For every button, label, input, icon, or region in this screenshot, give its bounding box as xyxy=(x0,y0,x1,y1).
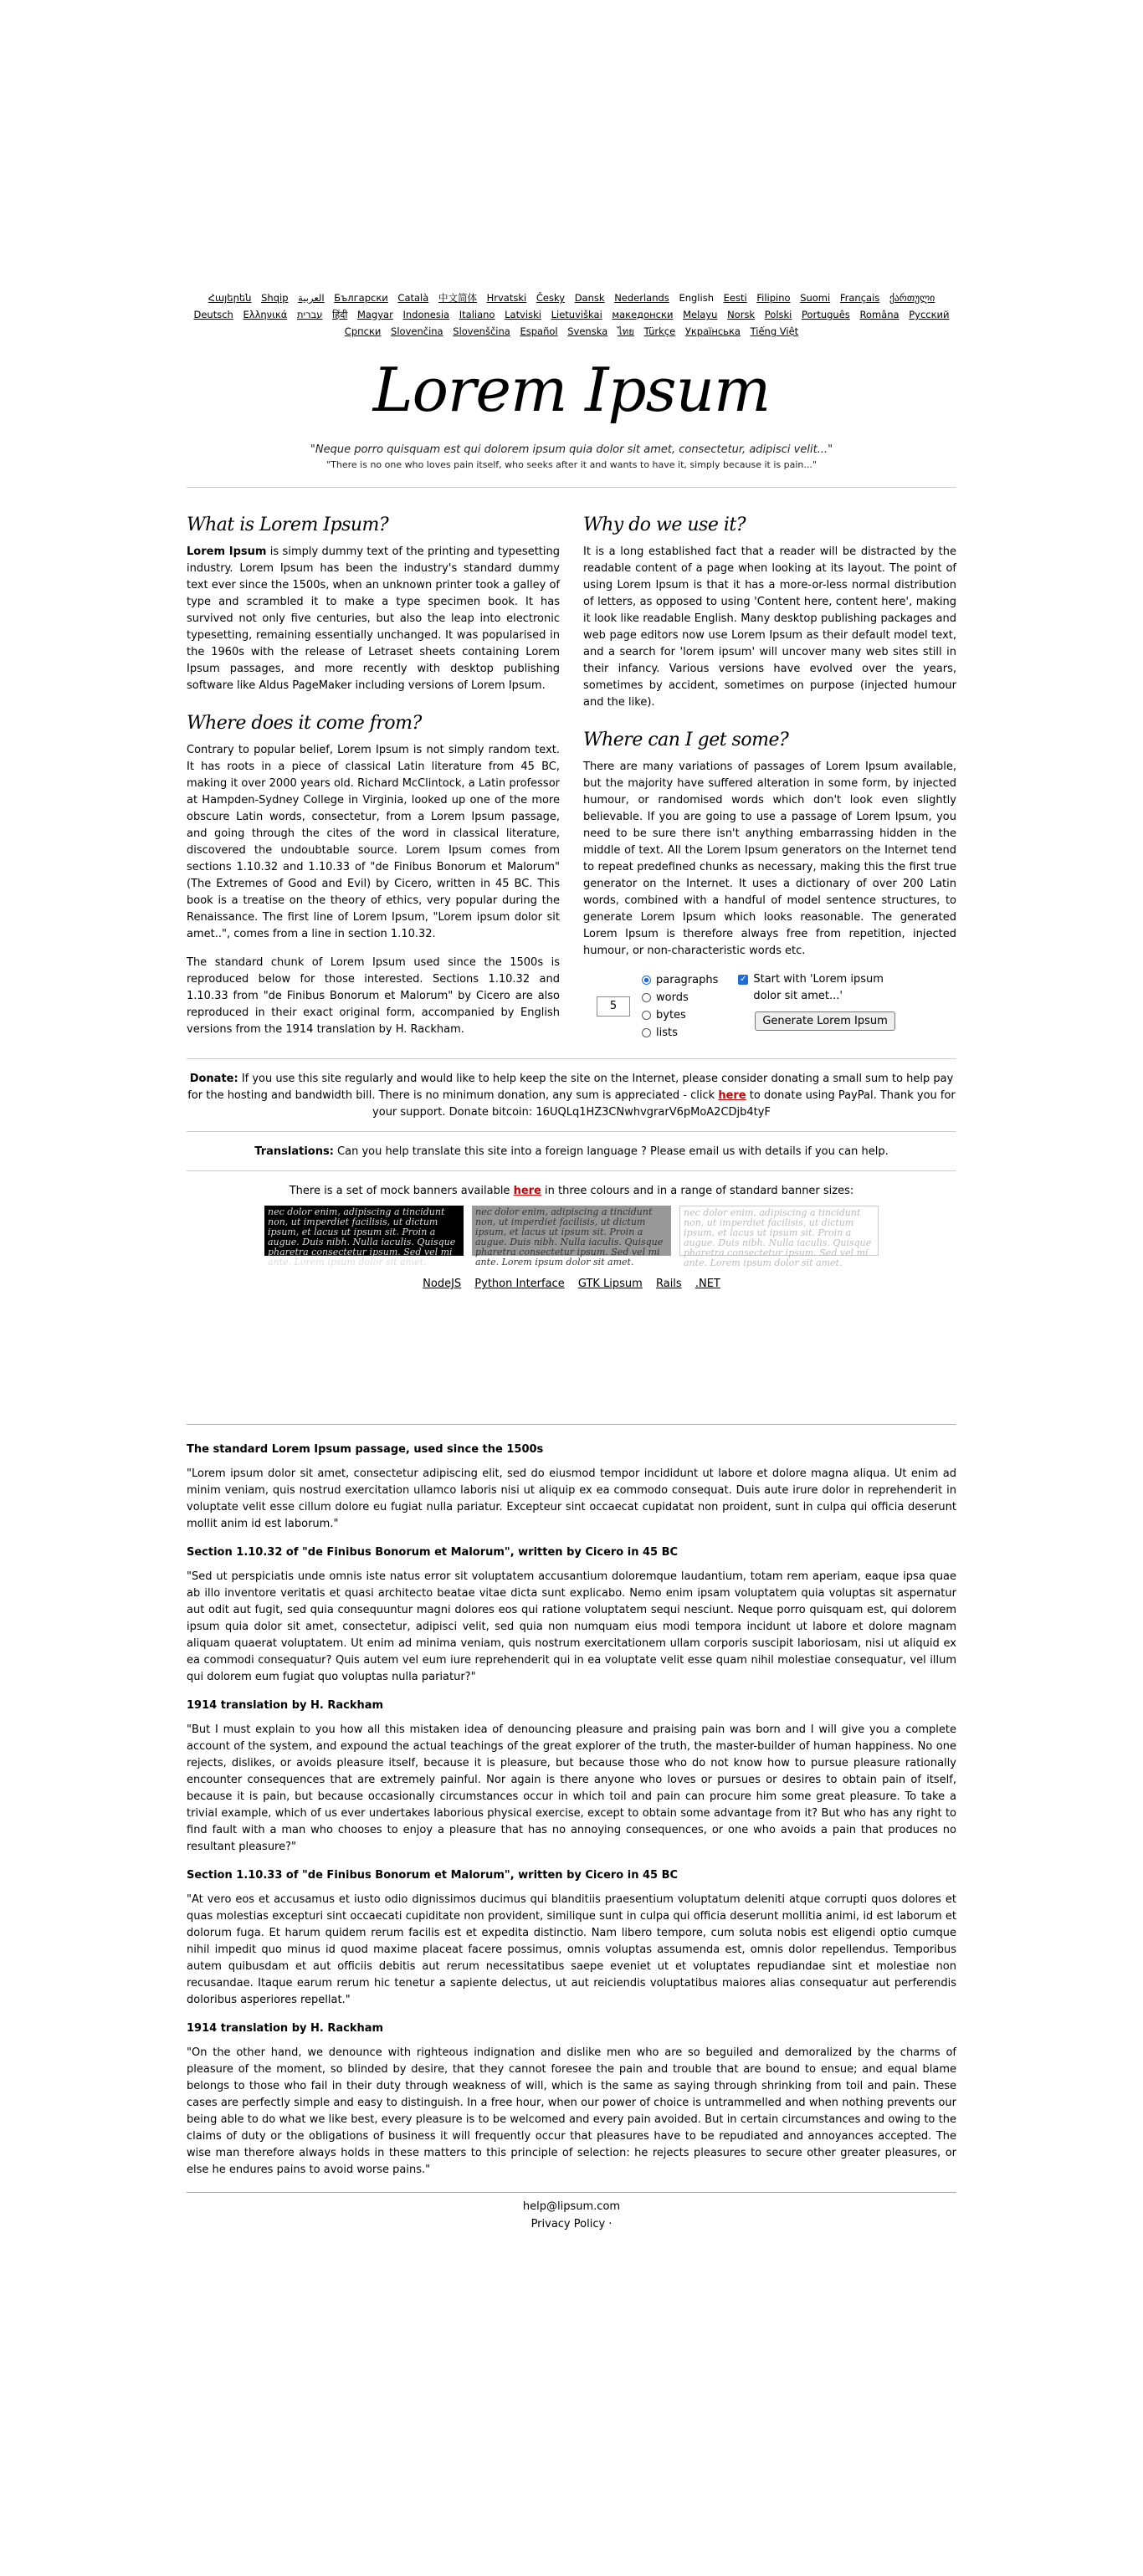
passage-heading: Section 1.10.32 of "de Finibus Bonorum et Malorum", written by Cicero in 45 BC xyxy=(187,1546,679,1559)
language-link[interactable]: Türkçe xyxy=(643,325,676,337)
link-gtk[interactable]: GTK Lipsum xyxy=(577,1278,643,1290)
language-link[interactable]: Polski xyxy=(764,309,792,320)
language-link[interactable]: العربية xyxy=(298,292,325,304)
language-link[interactable]: ไทย xyxy=(617,325,634,337)
passage-heading: 1914 translation by H. Rackham xyxy=(187,1699,384,1712)
radio-label: paragraphs xyxy=(656,974,719,986)
language-bar xyxy=(187,0,956,340)
language-link[interactable]: Português xyxy=(802,309,850,320)
language-link[interactable]: Ελληνικά xyxy=(243,309,288,320)
language-link[interactable]: ქართული xyxy=(889,292,935,304)
language-link[interactable]: Українська xyxy=(684,325,741,337)
language-link[interactable]: Româna xyxy=(859,309,900,320)
where-from-heading: Where does it come from? xyxy=(187,713,422,734)
passage-text: "Lorem ipsum dolor sit amet, consectetur adipiscing elit, sed do eiusmod tempor incididunt ut labore et dolore magna aliqua. Ut enim ad minim veniam, quis nostrud exercitation ullamco laboris nisi ut aliquip ex ea commodo consequat. Duis aute irure dolor in reprehenderit in voluptate velit esse cillum dolore eu fugiat nulla pariatur. Excepteur sint occaecat cupidatat non proident, sunt in culpa qui officia deserunt mollit anim id est laborum." xyxy=(187,1467,956,1530)
radio-icon xyxy=(642,993,651,1002)
language-link[interactable]: Dansk xyxy=(574,292,605,304)
passage-heading: The standard Lorem Ipsum passage, used since the 1500s xyxy=(187,1443,544,1456)
donate-link[interactable]: here xyxy=(718,1089,746,1102)
start-with-checkbox[interactable] xyxy=(738,971,897,1005)
language-link[interactable]: Tiếng Việt xyxy=(750,325,799,337)
banners-text: There is a set of mock banners available xyxy=(289,1185,514,1197)
banner-samples xyxy=(187,1206,956,1268)
language-link[interactable]: English xyxy=(679,292,714,304)
language-link[interactable]: Slovenščina xyxy=(453,325,510,337)
divider xyxy=(187,1170,956,1171)
banner-black[interactable]: nec dolor enim, adipiscing a tincidunt non, ut imperdiet facilisis, ut dictum ipsum, et lacus ut ipsum sit. Proin a augue. Duis nibh. Nulla iaculis. Quisque pharetra consectetur ipsum. Sed vel mi ante. Lorem ipsum dolor sit amet. xyxy=(264,1206,464,1256)
generate-button[interactable]: Generate Lorem Ipsum xyxy=(755,1011,894,1031)
where-from-text-2: The standard chunk of Lorem Ipsum used since the 1500s is reproduced below for those interested. Sections 1.10.32 and 1.10.33 from "de Finibus Bonorum et Malorum" by Cicero are also reproduced in their exact original form, accompanied by English versions from the 1914 translation by H. Rackham. xyxy=(187,956,560,1036)
radio-label: words xyxy=(656,991,689,1004)
radio-label: lists xyxy=(656,1027,678,1039)
banner-grey[interactable]: nec dolor enim, adipiscing a tincidunt non, ut imperdiet facilisis, ut dictum ipsum, et lacus ut ipsum sit. Proin a augue. Duis nibh. Nulla iaculis. Quisque pharetra consectetur ipsum. Sed vel mi ante. Lorem ipsum dolor sit amet. xyxy=(472,1206,671,1256)
radio-lists[interactable] xyxy=(642,1024,718,1042)
generator-form xyxy=(583,971,956,1042)
language-link[interactable]: 中文简体 xyxy=(438,292,477,304)
passage-heading: Section 1.10.33 of "de Finibus Bonorum et Malorum", written by Cicero in 45 BC xyxy=(187,1869,679,1882)
start-with-label: Start with 'Lorem ipsum dolor sit amet...' xyxy=(753,973,884,1002)
language-link[interactable]: Česky xyxy=(536,292,566,304)
language-link[interactable]: Български xyxy=(334,292,388,304)
donate-label: Donate: xyxy=(189,1073,238,1085)
banner-white[interactable]: nec dolor enim, adipiscing a tincidunt non, ut imperdiet facilisis, ut dictum ipsum, et lacus ut ipsum sit. Proin a augue. Duis nibh. Nulla iaculis. Quisque pharetra consectetur ipsum. Sed vel mi ante. Lorem ipsum dolor sit amet. xyxy=(679,1206,879,1256)
where-get-text: There are many variations of passages of Lorem Ipsum available, but the majority have suffered alteration in some form, by injected humour, or randomised words which don't look even slightly believable. If you are going to use a passage of Lorem Ipsum, you need to be sure there isn't anything embarrassing hidden in the middle of text. All the Lorem Ipsum generators on the Internet tend to repeat predefined chunks as necessary, making this the first true generator on the Internet. It uses a dictionary of over 200 Latin words, combined with a handful of model sentence structures, to generate Lorem Ipsum which looks reasonable. The generated Lorem Ipsum is therefore always free from repetition, injected humour, or non-characteristic words etc. xyxy=(583,761,956,957)
passage-text: "On the other hand, we denounce with righteous indignation and dislike men who are so beguiled and demoralized by the charms of pleasure of the moment, so blinded by desire, that they cannot foresee the pain and trouble that are bound to ensue; and equal blame belongs to those who fail in their duty through weakness of will, which is the same as saying through shrinking from toil and pain. These cases are perfectly simple and easy to distinguish. In a free hour, when our power of choice is untrammelled and when nothing prevents our being able to do what we like best, every pleasure is to be welcomed and every pain avoided. But in certain circumstances and owing to the claims of duty or the obligations of business it will frequently occur that pleasures have to be repudiated and annoyances accepted. The wise man therefore always holds in these matters to this principle of selection: he rejects pleasures to secure other greater pleasures, or else he endures pains to avoid worse pains." xyxy=(187,2046,956,2176)
language-link[interactable]: Հայերեն xyxy=(208,292,252,304)
what-text xyxy=(187,544,560,694)
header-quote-translation: "There is no one who loves pain itself, who seeks after it and wants to have it, simply because it is pain..." xyxy=(326,459,817,470)
radio-bytes[interactable] xyxy=(642,1006,718,1024)
language-link[interactable]: Filipino xyxy=(756,292,791,304)
right-column xyxy=(583,496,956,1050)
translations-text: Can you help translate this site into a foreign language ? Please email us with details if you can help. xyxy=(333,1145,889,1158)
radio-words[interactable] xyxy=(642,989,718,1006)
language-link[interactable]: Melayu xyxy=(683,309,718,320)
language-link[interactable]: Slovenčina xyxy=(391,325,443,337)
banners-text-2: in three colours and in a range of standard banner sizes: xyxy=(541,1185,854,1197)
language-link[interactable]: Latviski xyxy=(505,309,541,320)
donate-text-2: to donate using PayPal. Thank you for your support. Donate bitcoin: 16UQLq1HZ3CNwhvgrarV6pMoA2CDjb4tyF xyxy=(372,1089,956,1119)
radio-icon xyxy=(642,1011,651,1020)
language-link[interactable]: Español xyxy=(520,325,558,337)
amount-input[interactable]: 5 xyxy=(597,996,630,1017)
language-link[interactable]: Hrvatski xyxy=(486,292,527,304)
passage-heading: 1914 translation by H. Rackham xyxy=(187,2022,384,2035)
language-link[interactable]: македонски xyxy=(612,309,674,320)
link-python[interactable]: Python Interface xyxy=(474,1278,565,1290)
donate-text: If you use this site regularly and would like to help keep the site on the Internet, please consider donating a small sum to help pay for the hosting and bandwidth bill. There is no minimum donation, any sum is appreciated - click xyxy=(187,1073,954,1102)
language-link[interactable]: Shqip xyxy=(261,292,289,304)
divider xyxy=(187,1131,956,1132)
passage-text: "At vero eos et accusamus et iusto odio dignissimos ducimus qui blanditiis praesentium voluptatum deleniti atque corrupti quos dolores et quas molestias excepturi sint occaecati cupiditate non provident, similique sunt in culpa qui officia deserunt mollitia animi, id est laborum et dolorum fuga. Et harum quidem rerum facilis est et expedita distinctio. Nam libero tempore, cum soluta nobis est eligendi optio cumque nihil impedit quo minus id quod maxime placeat facere possimus, omnis voluptas assumenda est, omnis dolor repellendus. Temporibus autem quibusdam et aut officiis debitis aut rerum necessitatibus saepe eveniet ut et voluptates repudiandae sint et molestiae non recusandae. Itaque earum rerum hic tenetur a sapiente delectus, ut aut reiciendis voluptatibus maiores alias consequatur aut perferendis doloribus asperiores repellat." xyxy=(187,1893,956,2006)
divider xyxy=(187,487,956,488)
standard-passages xyxy=(187,1424,956,2179)
banners-link[interactable]: here xyxy=(513,1185,541,1197)
language-link[interactable]: עברית xyxy=(297,309,323,320)
language-link[interactable]: Eesti xyxy=(723,292,747,304)
footer-email[interactable]: help@lipsum.com xyxy=(522,2200,621,2213)
radio-label: bytes xyxy=(656,1009,686,1022)
unit-radio-group xyxy=(642,971,718,1042)
link-dotnet[interactable]: .NET xyxy=(695,1278,720,1290)
language-link[interactable]: Српски xyxy=(344,325,382,337)
language-link[interactable]: Indonesia xyxy=(402,309,450,320)
translations-notice xyxy=(187,1144,956,1160)
link-rails[interactable]: Rails xyxy=(655,1278,682,1290)
banners-note xyxy=(187,1185,956,1197)
language-link[interactable]: Deutsch xyxy=(193,309,233,320)
language-link[interactable]: Català xyxy=(397,292,429,304)
translations-label: Translations: xyxy=(254,1145,334,1158)
radio-selected-icon xyxy=(642,976,651,985)
language-link[interactable]: Suomi xyxy=(800,292,831,304)
language-link[interactable]: Norsk xyxy=(727,309,756,320)
where-from-text-1: Contrary to popular belief, Lorem Ipsum is not simply random text. It has roots in a piece of classical Latin literature from 45 BC, making it over 2000 years old. Richard McClintock, a Latin professor at Hampden-Sydney College in Virginia, looked up one of the more obscure Latin words, consectetur, from a Lorem Ipsum passage, and going through the cites of the word in classical literature, discovered the undoubtable source. Lorem Ipsum comes from sections 1.10.32 and 1.10.33 of "de Finibus Bonorum et Malorum" (The Extremes of Good and Evil) by Cicero, written in 45 BC. This book is a treatise on the theory of ethics, very popular during the Renaissance. The first line of Lorem Ipsum, "Lorem ipsum dolor sit amet..", comes from a line in section 1.10.32. xyxy=(187,744,560,940)
radio-icon xyxy=(642,1028,651,1037)
passage-text: "But I must explain to you how all this mistaken idea of denouncing pleasure and praising pain was born and I will give you a complete account of the system, and expound the actual teachings of the great explorer of the truth, the master-builder of human happiness. No one rejects, dislikes, or avoids pleasure itself, because it is pleasure, but because those who do not know how to pursue pleasure rationally encounter consequences that are extremely painful. Nor again is there anyone who loves or pursues or desires to obtain pain of itself, because it is pain, but because occasionally circumstances occur in which toil and pain can procure him some great pleasure. To take a trivial example, which of us ever undertakes laborious physical exercise, except to obtain some advantage from it? But who has any right to find fault with a man who chooses to enjoy a pleasure that has no annoying consequences, or one who avoids a pain that produces no resultant pleasure?" xyxy=(187,1723,956,1853)
what-heading: What is Lorem Ipsum? xyxy=(187,515,389,535)
divider xyxy=(187,1058,956,1059)
language-link[interactable]: Nederlands xyxy=(614,292,669,304)
what-body: is simply dummy text of the printing and typesetting industry. Lorem Ipsum has been the industry's standard dummy text ever since the 1500s, when an unknown printer took a galley of type and scrambled it to make a type specimen book. It has survived not only five centuries, but also the leap into electronic typesetting, remaining essentially unchanged. It was popularised in the 1960s with the release of Letraset sheets containing Lorem Ipsum passages, and more recently with desktop publishing software like Aldus PageMaker including versions of Lorem Ipsum. xyxy=(187,545,560,692)
radio-paragraphs[interactable] xyxy=(642,971,718,989)
left-column xyxy=(187,496,560,1050)
language-link[interactable]: Français xyxy=(839,292,880,304)
language-link[interactable]: Italiano xyxy=(459,309,495,320)
tool-links xyxy=(187,1278,956,1290)
checkmark-icon: ✓ xyxy=(740,975,747,984)
page-title: Lorem Ipsum xyxy=(372,355,771,425)
language-link[interactable]: Pyccкий xyxy=(909,309,950,320)
language-link[interactable]: हिंदी xyxy=(332,309,348,320)
donate-notice xyxy=(187,1071,956,1121)
link-nodejs[interactable]: NodeJS xyxy=(423,1278,462,1290)
where-get-heading: Where can I get some? xyxy=(583,730,789,750)
content-columns xyxy=(187,496,956,1050)
why-text: It is a long established fact that a reader will be distracted by the readable content of a page when looking at its layout. The point of using Lorem Ipsum is that it has a more-or-less normal distribution of letters, as opposed to using 'Content here, content here', making it look like readable English. Many desktop publishing packages and web page editors now use Lorem Ipsum as their default model text, and a search for 'lorem ipsum' will uncover many web sites still in their infancy. Various versions have evolved over the years, sometimes by accident, sometimes on purpose (injected humour and the like). xyxy=(583,545,956,709)
footer-privacy-link[interactable]: Privacy Policy · xyxy=(530,2218,613,2230)
why-heading: Why do we use it? xyxy=(583,515,746,535)
language-link[interactable]: Svenska xyxy=(567,325,608,337)
language-link[interactable]: Lietuviškai xyxy=(551,309,602,320)
page xyxy=(187,0,956,2233)
footer xyxy=(187,2192,956,2233)
passage-text: "Sed ut perspiciatis unde omnis iste natus error sit voluptatem accusantium doloremque laudantium, totam rem aperiam, eaque ipsa quae ab illo inventore veritatis et quasi architecto beatae vitae dicta sunt explicabo. Nemo enim ipsam voluptatem quia voluptas sit aspernatur aut odit aut fugit, sed quia consequuntur magni dolores eos qui ratione voluptatem sequi nesciunt. Neque porro quisquam est, qui dolorem ipsum quia dolor sit amet, consectetur, adipisci velit, sed quia non numquam eius modi tempora incidunt ut labore et dolore magnam aliquam quaerat voluptatem. Ut enim ad minima veniam, quis nostrum exercitationem ullam corporis suscipit laboriosam, nisi ut aliquid ex ea commodi consequatur? Quis autem vel eum iure reprehenderit qui in ea voluptate velit esse quam nihil molestiae consequatur, vel illum qui dolorem eum fugiat quo voluptas nulla pariatur?" xyxy=(187,1570,956,1683)
what-lead: Lorem Ipsum xyxy=(187,545,267,558)
header-quote: "Neque porro quisquam est qui dolorem ipsum quia dolor sit amet, consectetur, adipisci velit..." xyxy=(310,443,833,456)
generator-options xyxy=(738,971,897,1031)
language-link[interactable]: Magyar xyxy=(356,309,393,320)
